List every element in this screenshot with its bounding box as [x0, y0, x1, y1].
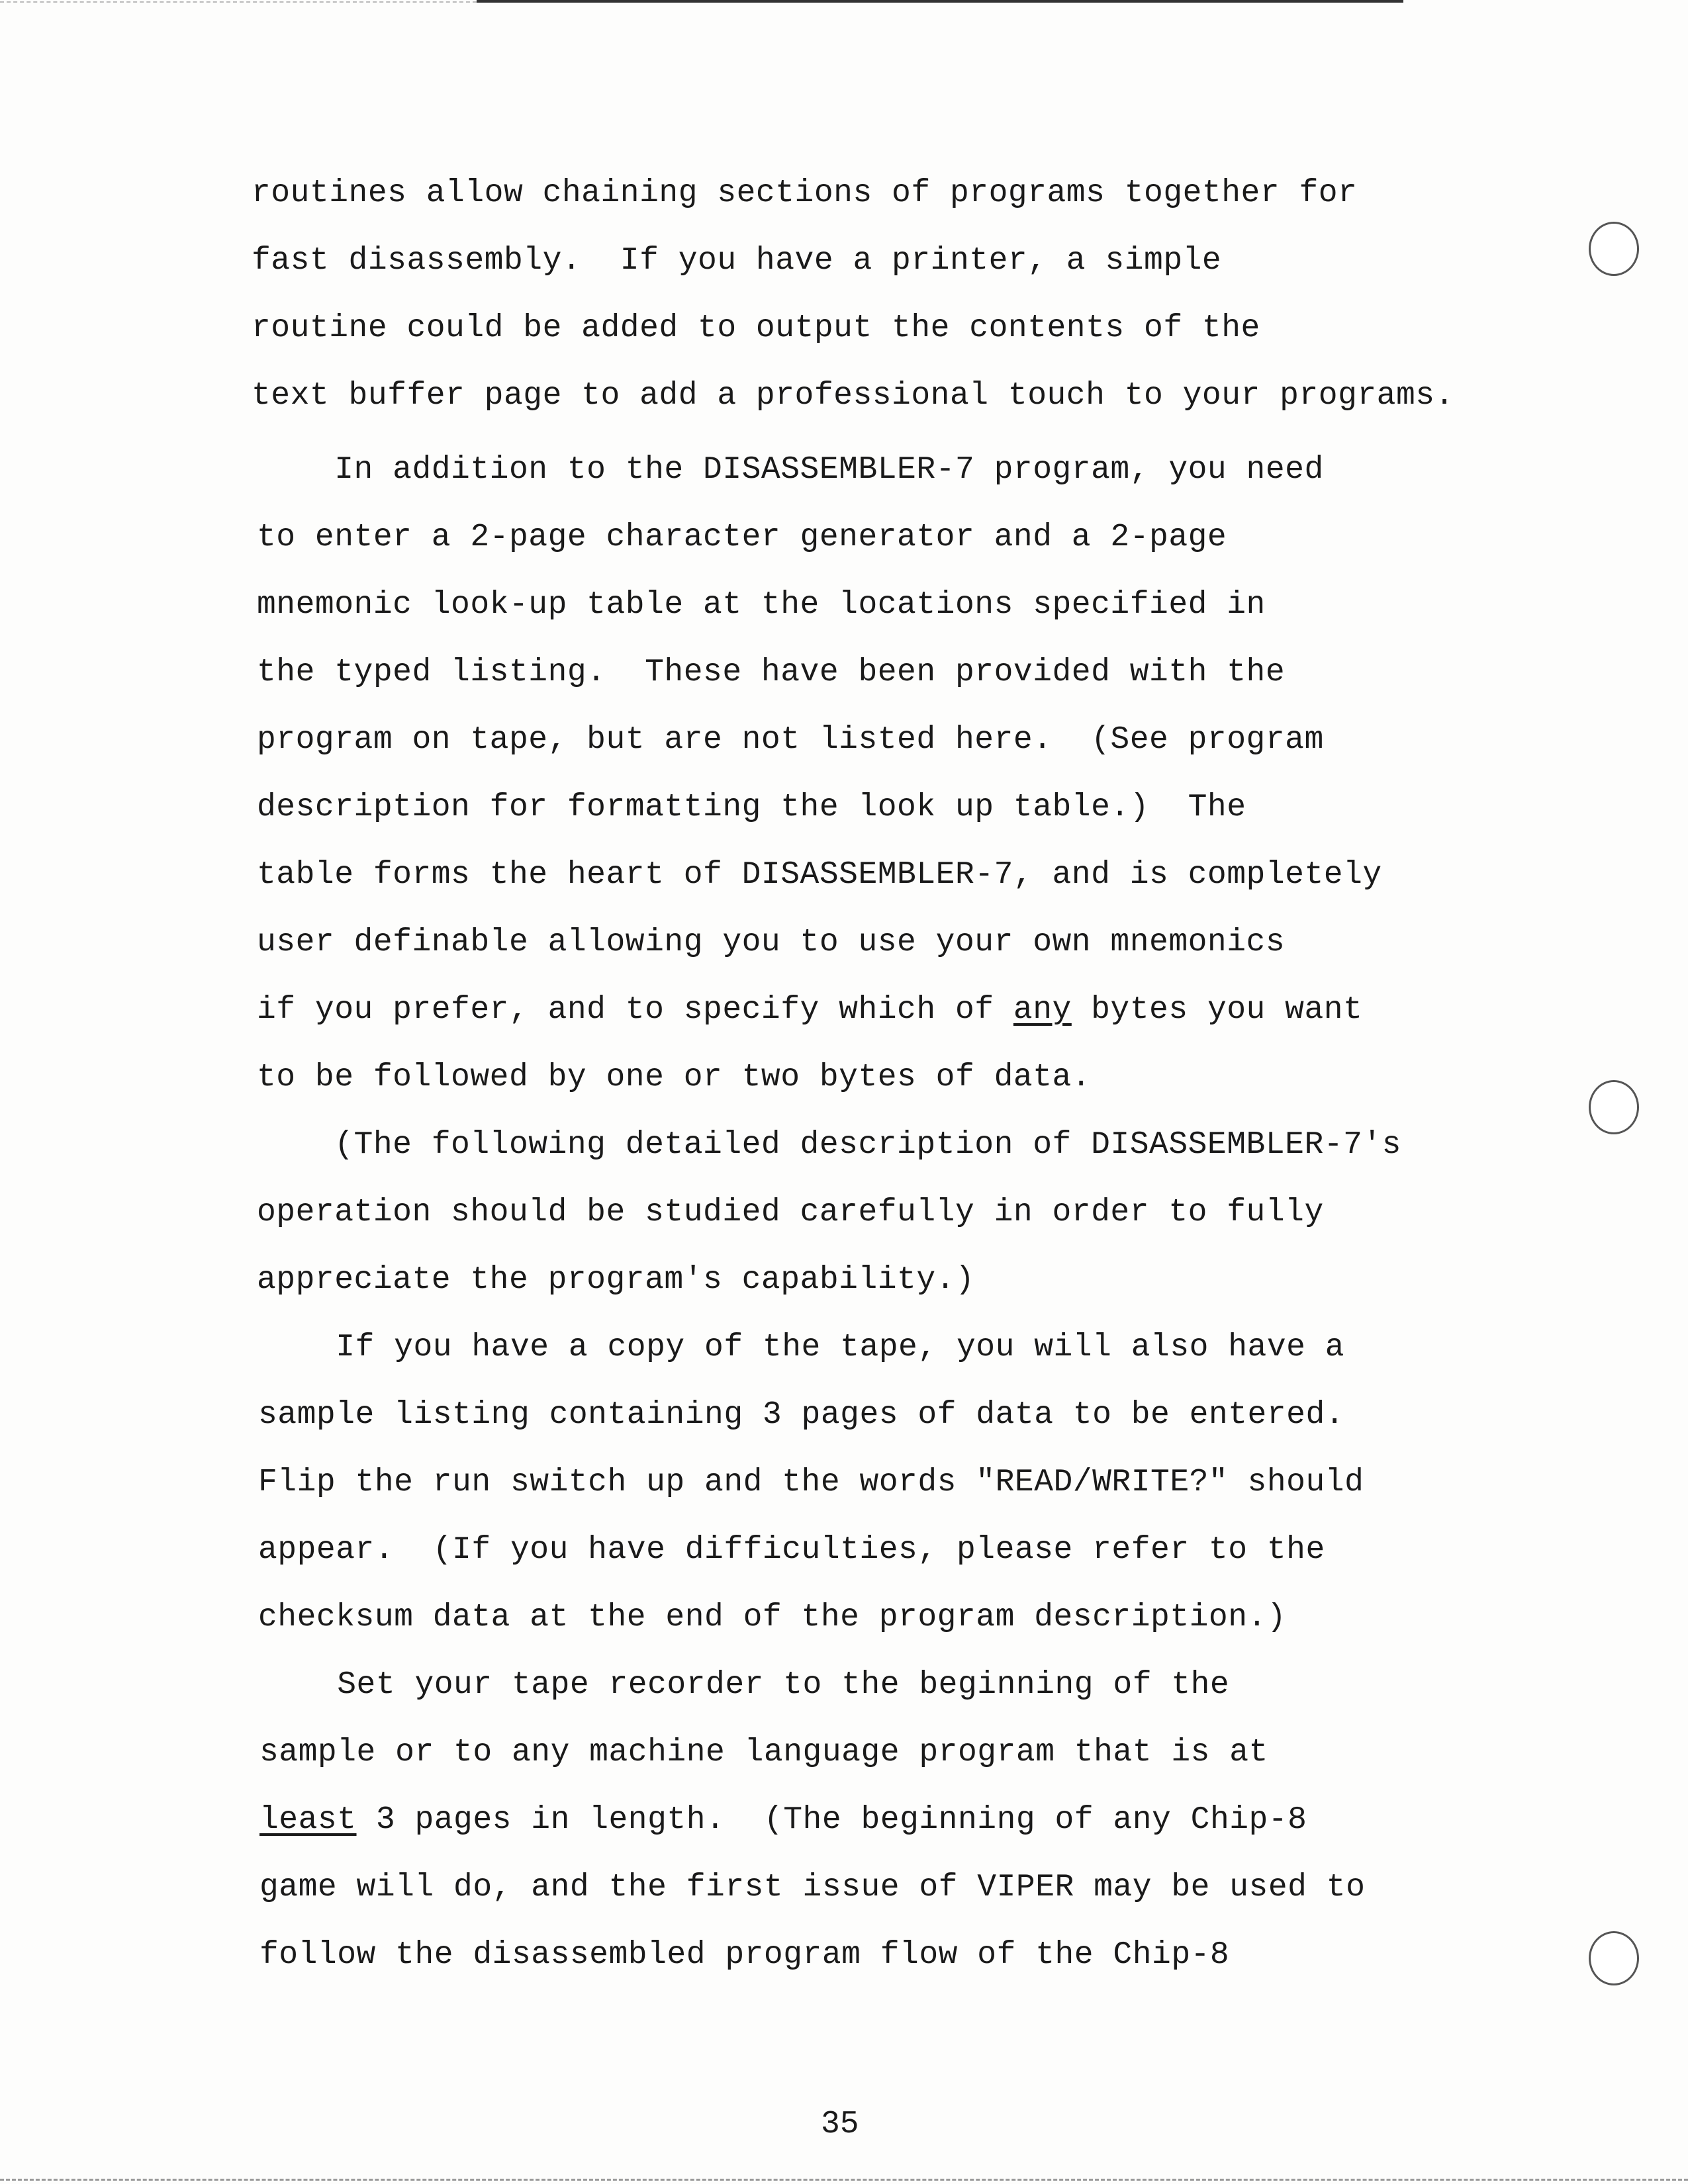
text-line: [259, 1800, 1307, 1840]
scan-edge-top-left: [0, 1, 477, 3]
text-line: follow the disassembled program flow of the Chip-8: [259, 1937, 1230, 1973]
text-line: [257, 990, 1362, 1030]
text-line: checksum data at the end of the program description.): [258, 1600, 1287, 1635]
binder-hole-icon: [1589, 1080, 1639, 1134]
text-line: game will do, and the first issue of VIPER may be used to: [259, 1870, 1366, 1905]
text-line: program on tape, but are not listed here. (See program: [257, 722, 1324, 758]
text-line: If you have a copy of the tape, you will also have a: [258, 1330, 1345, 1365]
text-line: (The following detailed description of DISASSEMBLER-7's: [257, 1127, 1401, 1163]
text-line: routine could be added to output the contents of the: [252, 310, 1260, 346]
scan-edge-bottom: [0, 2179, 1688, 2181]
scan-edge-top: [477, 0, 1403, 3]
binder-hole-icon: [1589, 222, 1639, 276]
text-line: the typed listing. These have been provided with the: [257, 655, 1286, 690]
text-line: user definable allowing you to use your own mnemonics: [257, 925, 1286, 960]
text-segment: bytes you want: [1071, 992, 1363, 1028]
text-line: Set your tape recorder to the beginning of the: [259, 1667, 1230, 1703]
text-line: to be followed by one or two bytes of data.: [257, 1060, 1092, 1095]
text-line: mnemonic look-up table at the locations specified in: [257, 587, 1266, 623]
page-number: 35: [821, 2107, 859, 2142]
text-line: In addition to the DISASSEMBLER-7 program, you need: [257, 452, 1324, 488]
text-line: to enter a 2-page character generator and a 2-page: [257, 520, 1227, 555]
binder-hole-icon: [1589, 1931, 1639, 1985]
text-line: routines allow chaining sections of programs together for: [252, 175, 1358, 211]
underlined-word: any: [1013, 992, 1072, 1028]
text-line: appreciate the program's capability.): [257, 1262, 975, 1298]
text-line: sample listing containing 3 pages of data to be entered.: [258, 1397, 1345, 1433]
text-line: sample or to any machine language program that is at: [259, 1735, 1268, 1770]
text-line: fast disassembly. If you have a printer, a simple: [252, 243, 1222, 279]
text-line: operation should be studied carefully in order to fully: [257, 1195, 1324, 1230]
text-line: description for formatting the look up table.) The: [257, 790, 1246, 825]
text-line: Flip the run switch up and the words "READ/WRITE?" should: [258, 1465, 1364, 1500]
text-segment: 3 pages in length. (The beginning of any Chip-8: [356, 1802, 1307, 1838]
text-line: appear. (If you have difficulties, please refer to the: [258, 1532, 1325, 1568]
text-line: text buffer page to add a professional touch to your programs.: [252, 378, 1454, 414]
text-line: table forms the heart of DISASSEMBLER-7, and is completely: [257, 857, 1382, 893]
underlined-word: least: [259, 1802, 357, 1838]
text-segment: if you prefer, and to specify which of: [257, 992, 1013, 1028]
